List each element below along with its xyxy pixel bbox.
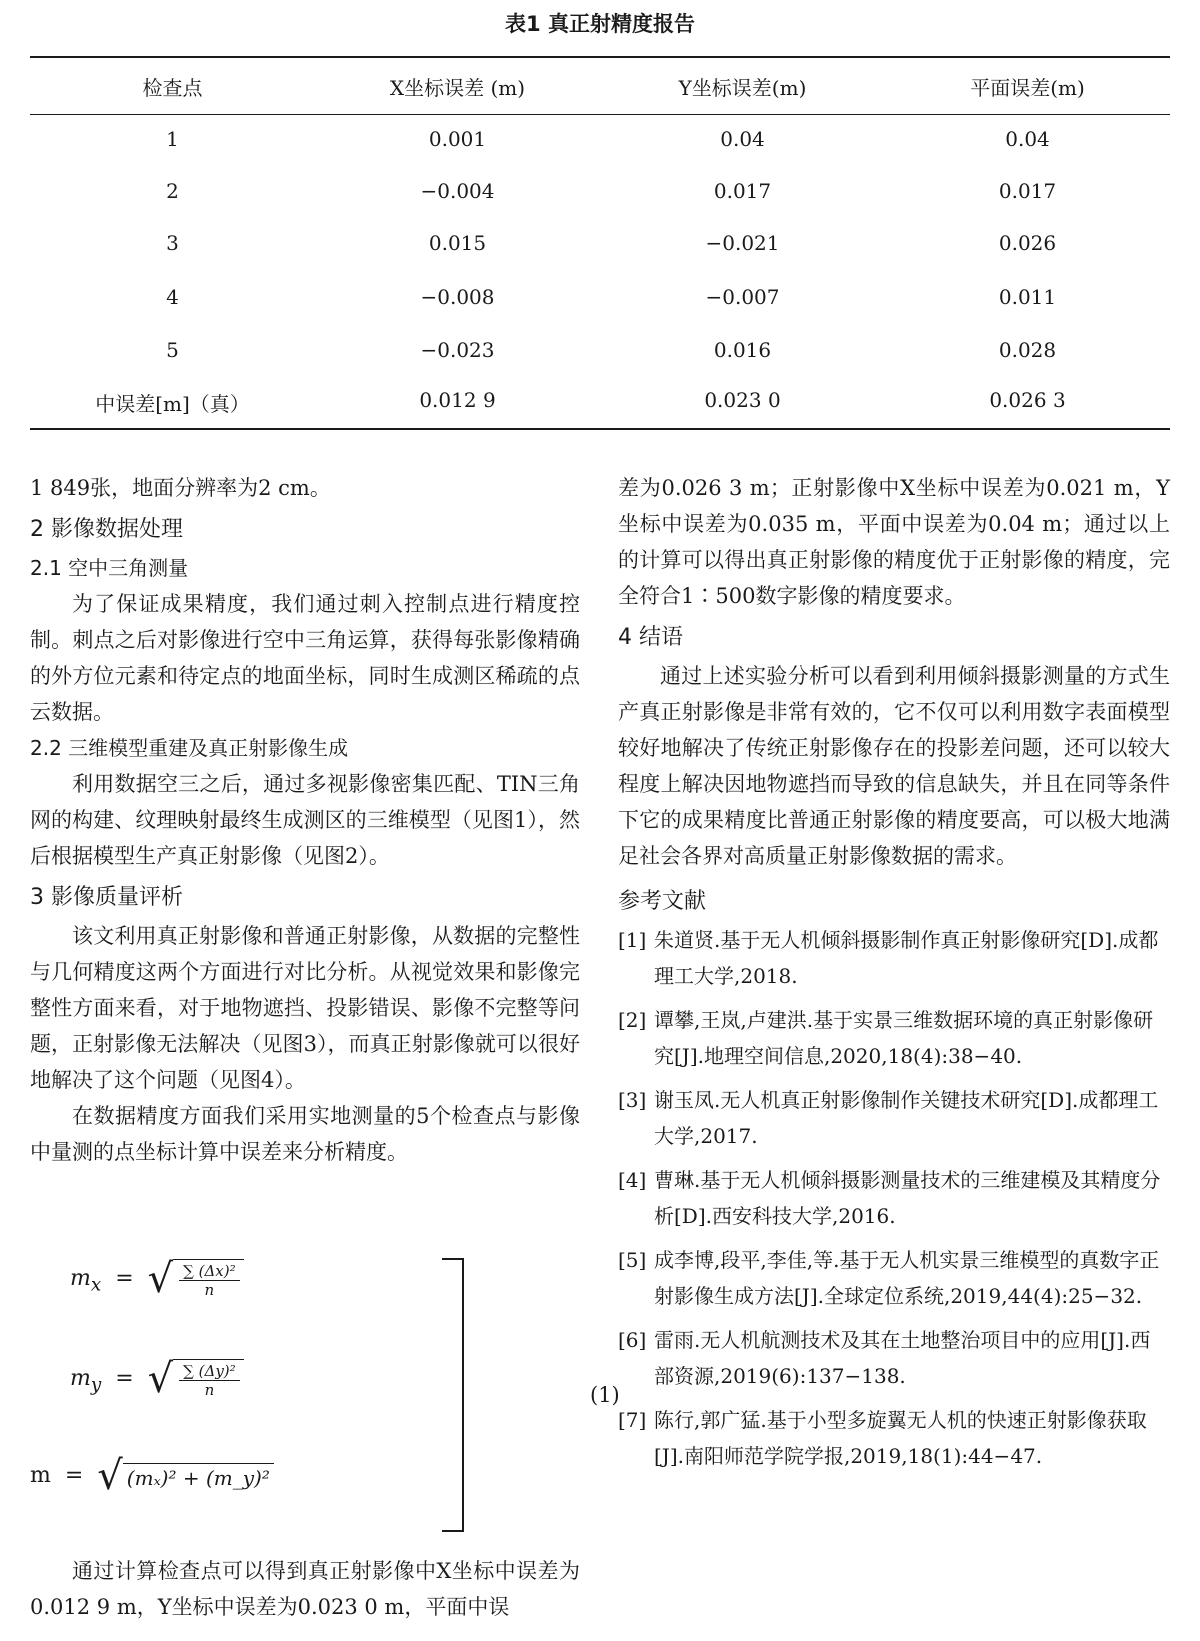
formula-my-lhs: m: [70, 1366, 91, 1391]
paragraph-continuation: 差为0.026 3 m；正射影像中X坐标中误差为0.021 m，Y坐标中误差为0.035 m，平面中误差为0.04 m；通过以上的计算可以得出真正射影像的精度优于正射影像的精度，完全符合1∶500数字影像的精度要求。: [618, 476, 1170, 608]
paragraph: 利用数据空三之后，通过多视影像密集匹配、TIN三角网的构建、纹理映射最终生成测区的三维模型（见图1），然后根据模型生产真正射影像（见图2）。: [30, 772, 580, 868]
table-cell: 0.015: [428, 231, 487, 255]
table-cell: 2: [166, 179, 179, 203]
formula-m: m = √ (mₓ)² + (m_y)²: [30, 1453, 274, 1513]
table-cell: 中误差[m]（真）: [95, 392, 250, 416]
table-cell: 0.012 9: [419, 388, 496, 412]
reference-item: [6] 雷雨.无人机航测技术及其在土地整治项目中的应用[J].西部资源,2019(6):137−138.: [618, 1328, 1151, 1388]
equation-number: (1): [590, 1383, 620, 1407]
table-cell: 0.001: [428, 127, 487, 151]
reference-list: [618, 922, 1170, 1474]
reference-item: [5] 成李博,段平,李佳,等.基于无人机实景三维模型的真数字正射影像生成方法[J].全球定位系统,2019,44(4):25−32.: [618, 1248, 1160, 1308]
formula-my: $m_y$ = √ $\frac{\text{∑ (Δy)²}}{n}$: [70, 1356, 244, 1416]
left-column: [30, 470, 580, 1170]
sqrt-icon: √: [147, 1356, 174, 1402]
right-column: [618, 470, 1170, 1482]
formula-mx-den: n: [204, 1281, 215, 1299]
subsection-heading-2-1: 2.1 空中三角测量: [30, 556, 189, 580]
table-cell: 1: [166, 127, 179, 151]
table-cell: −0.007: [705, 285, 780, 309]
table-cell: 3: [166, 231, 179, 255]
section-heading-2: 2 影像数据处理: [30, 517, 183, 542]
paragraph: 在数据精度方面我们采用实地测量的5个检查点与影像中量测的点坐标计算中误差来分析精度。: [30, 1104, 580, 1164]
table-cell: 0.04: [720, 127, 765, 151]
table-header-cell: 平面误差(m): [970, 76, 1085, 100]
sqrt-icon: √: [97, 1453, 123, 1499]
formula-my-num: ∑ (Δy)²: [179, 1362, 240, 1381]
reference-item: [7] 陈行,郭广猛.基于小型多旋翼无人机的快速正射影像获取[J].南阳师范学院学报,2019,18(1):44−47.: [618, 1408, 1147, 1468]
table-summary-row: [30, 388, 1170, 418]
formula-m-rhs: (mₓ)² + (m_y)²: [123, 1463, 274, 1490]
table-cell: −0.004: [420, 179, 495, 203]
section-heading-4: 4 结语: [618, 625, 683, 650]
formula-mx: $m_x$ = √ $\frac{\text{∑ (Δx)²}}{n}$: [70, 1256, 244, 1316]
table-cell: −0.008: [420, 285, 495, 309]
formula-mx-sub: x: [90, 1274, 102, 1296]
formula-m-lhs: m: [30, 1463, 51, 1488]
table-cell: 0.017: [998, 179, 1057, 203]
paragraph: 该文利用真正射影像和普通正射影像，从数据的完整性与几何精度这两个方面进行对比分析。从视觉效果和影像完整性方面来看，对于地物遮挡、投影错误、影像不完整等问题，正射影像无法解决（见图3），而真正射影像就可以很好地解决了这个问题（见图4）。: [30, 924, 580, 1092]
paragraph: 通过计算检查点可以得到真正射影像中X坐标中误差为0.012 9 m，Y坐标中误差为0.023 0 m，平面中误: [30, 1559, 580, 1619]
paragraph-continuation: 1 849张，地面分辨率为2 cm。: [30, 476, 331, 500]
table-row: [30, 285, 1170, 315]
table-cell: 4: [166, 285, 179, 309]
paragraph: 通过上述实验分析可以看到利用倾斜摄影测量的方式生产真正射影像是非常有效的，它不仅可以利用数字表面模型较好地解决了传统正射影像存在的投影差问题，还可以较大程度上解决因地物遮挡而导致的信息缺失，并且在同等条件下它的成果精度比普通正射影像的精度要高，可以极大地满足社会各界对高质量正射影像数据的需求。: [618, 664, 1170, 868]
table-header-cell: X坐标误差 (m): [389, 76, 526, 100]
table-caption: 表1 真正射精度报告: [505, 12, 695, 36]
table-header-cell: 检查点: [142, 76, 203, 100]
table-row: [30, 231, 1170, 261]
table-cell: 0.011: [998, 285, 1057, 309]
reference-item: [4] 曹琳.基于无人机倾斜摄影测量技术的三维建模及其精度分析[D].西安科技大学,2016.: [618, 1168, 1161, 1228]
formula-my-sub: y: [90, 1374, 102, 1396]
table-cell: 0.016: [713, 338, 772, 362]
table-header-cell: Y坐标误差(m): [678, 76, 807, 100]
formula-mx-lhs: m: [70, 1266, 91, 1291]
right-brace-icon: [442, 1258, 464, 1532]
left-column-bottom: [30, 1553, 580, 1625]
table-cell: 0.017: [713, 179, 772, 203]
formula-mx-num: ∑ (Δx)²: [179, 1262, 240, 1281]
table-cell: 5: [166, 338, 179, 362]
formula-my-den: n: [204, 1381, 215, 1399]
reference-item: [2] 谭攀,王岚,卢建洪.基于实景三维数据环境的真正射影像研究[J].地理空间信息,2020,18(4):38−40.: [618, 1008, 1154, 1068]
table-header-row: [30, 72, 1170, 102]
table-top-rule: [30, 56, 1170, 58]
table-bottom-rule: [30, 428, 1170, 430]
reference-item: [3] 谢玉凤.无人机真正射影像制作关键技术研究[D].成都理工大学,2017.: [618, 1088, 1159, 1148]
paragraph: 为了保证成果精度，我们通过刺入控制点进行精度控制。刺点之后对影像进行空中三角运算，获得每张影像精确的外方位元素和待定点的地面坐标，同时生成测区稀疏的点云数据。: [30, 592, 580, 724]
table-cell: 0.026: [998, 231, 1057, 255]
references-heading: 参考文献: [618, 889, 707, 914]
table-cell: 0.04: [1005, 127, 1050, 151]
table-header-rule: [30, 114, 1170, 115]
table-row: [30, 179, 1170, 209]
table-cell: −0.021: [705, 231, 780, 255]
table-row: [30, 338, 1170, 368]
table-cell: 0.026 3: [989, 388, 1066, 412]
table-cell: 0.023 0: [704, 388, 781, 412]
sqrt-icon: √: [147, 1256, 174, 1302]
reference-item: [1] 朱道贤.基于无人机倾斜摄影制作真正射影像研究[D].成都理工大学,2018.: [618, 928, 1159, 988]
accuracy-formula: [30, 1248, 620, 1546]
subsection-heading-2-2: 2.2 三维模型重建及真正射影像生成: [30, 736, 349, 760]
table-row: [30, 127, 1170, 157]
table-cell: −0.023: [420, 338, 495, 362]
section-heading-3: 3 影像质量评析: [30, 885, 183, 910]
table-cell: 0.028: [998, 338, 1057, 362]
